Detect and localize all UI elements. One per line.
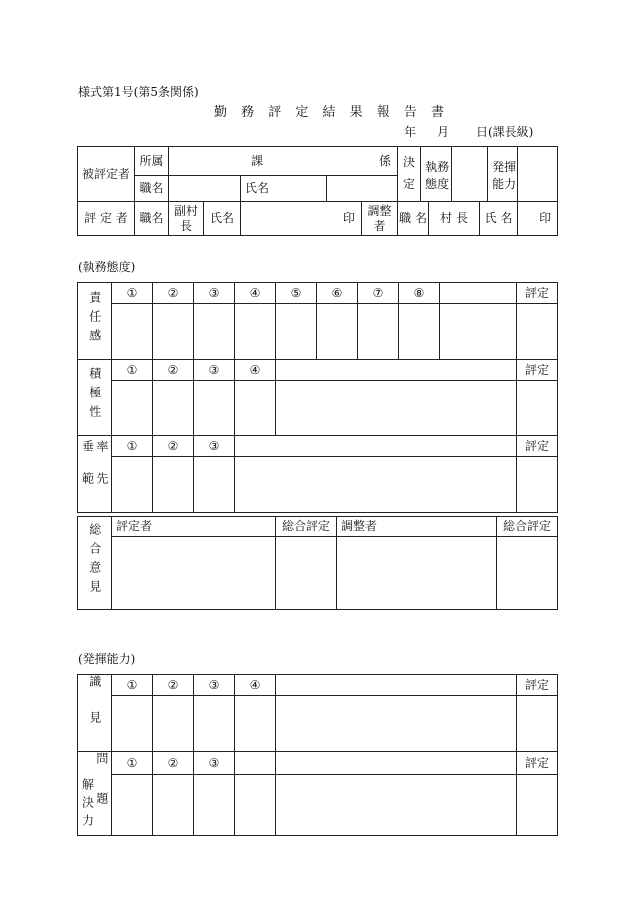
section-label: 課: [251, 154, 264, 168]
blank-cell: [276, 360, 517, 381]
entry-cell[interactable]: [358, 304, 399, 360]
mark-1: ①: [112, 436, 153, 457]
rating-label: 評定: [517, 283, 558, 304]
decision-label-1: 決: [403, 155, 416, 170]
mark-2: ②: [153, 675, 194, 696]
overall-total-entry-1[interactable]: [276, 537, 337, 610]
entry-cell[interactable]: [153, 774, 194, 836]
mark-4: ④: [235, 283, 276, 304]
rating-entry[interactable]: [517, 774, 558, 836]
entry-cell[interactable]: [153, 381, 194, 436]
adjuster-title-label: 職 名: [398, 202, 429, 236]
ability-label-1: 発揮: [492, 160, 517, 174]
name-field[interactable]: [327, 176, 398, 202]
adjuster-name-label: 氏 名: [480, 202, 518, 236]
overall-label-text: 総合意見: [87, 523, 102, 600]
criterion-insight: [78, 675, 112, 752]
name-label: 氏名: [241, 176, 327, 202]
rating-label: 評定: [517, 675, 558, 696]
criterion-problem-solving: [78, 752, 112, 836]
title-label: 職名: [135, 176, 169, 202]
form-label: 様式第1号(第5条関係): [78, 85, 199, 99]
mark-3: ③: [194, 752, 235, 775]
criterion-responsibility-text: 責任感: [87, 290, 102, 348]
entry-cell[interactable]: [276, 304, 317, 360]
attitude-rating-cell[interactable]: [452, 147, 488, 202]
header-table: [77, 146, 558, 236]
overall-evaluator-entry[interactable]: [112, 537, 276, 610]
entry-cell[interactable]: [235, 696, 276, 752]
evaluator-label: 評 定 者: [78, 202, 135, 236]
criterion-initiative-text: 積極性: [87, 367, 102, 425]
deputy-label: 副村長: [169, 202, 204, 236]
overall-adjuster-label: 調整者: [337, 517, 497, 537]
mark-2: ②: [153, 752, 194, 775]
date-day: 日: [476, 125, 489, 139]
blank-cell: [235, 457, 517, 513]
ability-table: [77, 674, 558, 836]
criterion-leadership: [78, 436, 112, 513]
entry-cell[interactable]: [112, 381, 153, 436]
entry-cell[interactable]: [194, 381, 235, 436]
unit-label: 係: [379, 154, 392, 168]
entry-cell[interactable]: [235, 304, 276, 360]
blank-cell: [276, 752, 517, 775]
entry-cell[interactable]: [194, 304, 235, 360]
rating-entry[interactable]: [517, 304, 558, 360]
evaluator-seal[interactable]: 印: [241, 202, 362, 236]
blank-cell: [276, 774, 517, 836]
entry-cell[interactable]: [235, 381, 276, 436]
date-year: 年: [404, 125, 417, 139]
mark-5: ⑤: [276, 283, 317, 304]
decision-label: [398, 147, 421, 202]
evaluator-name-label: 氏名: [204, 202, 241, 236]
mark-3: ③: [194, 283, 235, 304]
blank-cell: [276, 381, 517, 436]
criterion-problem-col1: 問題: [94, 752, 109, 832]
rating-entry[interactable]: [517, 381, 558, 436]
mark-1: ①: [112, 675, 153, 696]
entry-cell[interactable]: [153, 696, 194, 752]
rating-label: 評定: [517, 360, 558, 381]
criterion-leadership-col2: 垂範: [80, 440, 95, 505]
blank-cell: [276, 675, 517, 696]
overall-adjuster-entry[interactable]: [337, 537, 497, 610]
criterion-leadership-col1: 率先: [94, 440, 109, 505]
overall-label: [78, 517, 112, 610]
section-ability-label: (発揮能力): [78, 652, 136, 666]
blank-cell: [440, 283, 517, 304]
title-field[interactable]: [169, 176, 241, 202]
criterion-initiative: [78, 360, 112, 436]
mark-2: ②: [153, 283, 194, 304]
blank-cell: [235, 436, 517, 457]
blank-cell: [276, 696, 517, 752]
overall-total-label-2: 総合評定: [497, 517, 558, 537]
adjuster-seal[interactable]: 印: [518, 202, 558, 236]
entry-cell[interactable]: [112, 304, 153, 360]
entry-cell[interactable]: [112, 696, 153, 752]
mark-1: ①: [112, 283, 153, 304]
evaluatee-label: 被評定者: [78, 147, 135, 202]
adjuster-label: 調整者: [362, 202, 398, 236]
ability-label-2: 能力: [492, 176, 517, 191]
mark-3: ③: [194, 360, 235, 381]
entry-cell[interactable]: [194, 774, 235, 836]
entry-cell[interactable]: [153, 457, 194, 513]
overall-table: [77, 516, 558, 610]
mark-1: ①: [112, 360, 153, 381]
evaluator-title-label: 職名: [135, 202, 169, 236]
section-attitude-label: (執務態度): [78, 260, 136, 274]
decision-label-2: 定: [403, 177, 416, 191]
entry-cell[interactable]: [112, 774, 153, 836]
mark-2: ②: [153, 436, 194, 457]
entry-cell[interactable]: [194, 457, 235, 513]
attitude-label-1: 執務: [425, 160, 450, 174]
overall-evaluator-label: 評定者: [112, 517, 276, 537]
attitude-table: [77, 282, 558, 513]
mark-4: ④: [235, 675, 276, 696]
overall-total-entry-2[interactable]: [497, 537, 558, 610]
entry-cell[interactable]: [235, 774, 276, 836]
overall-total-label-1: 総合評定: [276, 517, 337, 537]
mark-4: ④: [235, 360, 276, 381]
criterion-responsibility: [78, 283, 112, 360]
grade-label: (課長級): [488, 125, 534, 139]
rating-entry[interactable]: [517, 457, 558, 513]
entry-cell[interactable]: [153, 304, 194, 360]
entry-cell[interactable]: [399, 304, 440, 360]
rating-label: 評定: [517, 752, 558, 775]
mark-2: ②: [153, 360, 194, 381]
dept-field[interactable]: [169, 147, 398, 176]
criterion-insight-text: 識見: [87, 675, 102, 748]
attitude-label-2: 態度: [425, 176, 450, 191]
entry-cell[interactable]: [317, 304, 358, 360]
dept-label: 所属: [135, 147, 169, 176]
mark-6: ⑥: [317, 283, 358, 304]
attitude-label: [421, 147, 452, 202]
date-month: 月: [437, 125, 450, 139]
criterion-problem-col2: 解決力: [80, 778, 95, 832]
rating-label: 評定: [517, 436, 558, 457]
rating-entry[interactable]: [517, 696, 558, 752]
page-title: 勤 務 評 定 結 果 報 告 書: [214, 105, 450, 120]
mark-3: ③: [194, 675, 235, 696]
entry-cell[interactable]: [112, 457, 153, 513]
mark-7: ⑦: [358, 283, 399, 304]
ability-label: [488, 147, 518, 202]
blank-cell: [235, 752, 276, 775]
mark-3: ③: [194, 436, 235, 457]
mark-1: ①: [112, 752, 153, 775]
ability-rating-cell[interactable]: [518, 147, 558, 202]
blank-cell: [440, 304, 517, 360]
mark-8: ⑧: [399, 283, 440, 304]
entry-cell[interactable]: [194, 696, 235, 752]
mayor-label: 村 長: [429, 202, 480, 236]
